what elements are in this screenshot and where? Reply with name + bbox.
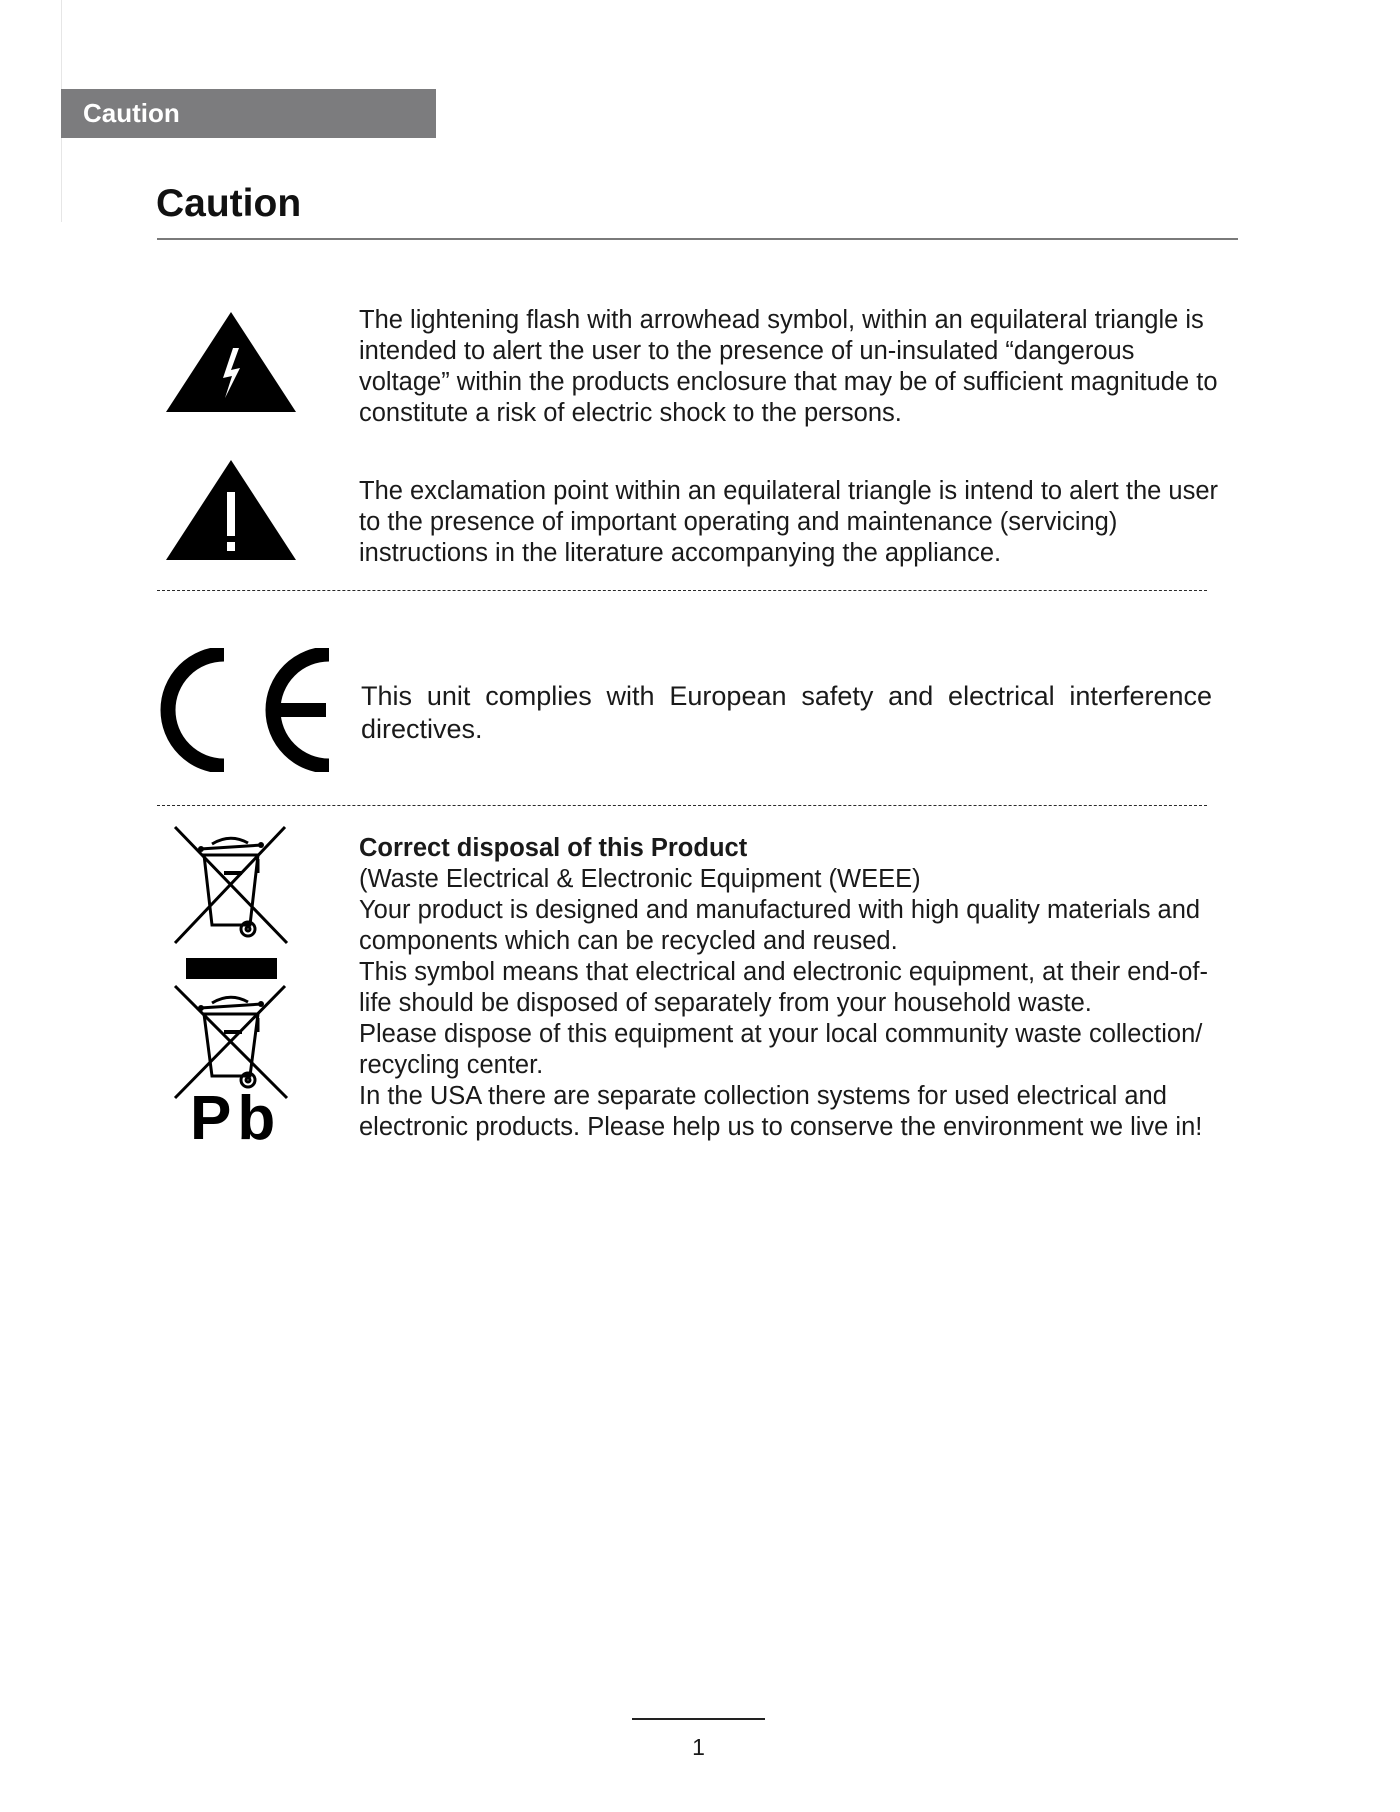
section-divider — [157, 805, 1207, 806]
page-number: 1 — [692, 1734, 705, 1760]
weee-separator-bar — [186, 958, 277, 979]
ce-mark-icon — [158, 648, 333, 772]
weee-paragraph: This symbol means that electrical and electronic equipment, at their end-of-life should be disposed of separately from your household waste. — [359, 958, 1208, 1017]
lead-pb-label: Pb — [190, 1084, 282, 1153]
weee-paragraph: Please dispose of this equipment at your local community waste collection/ recycling center. — [359, 1020, 1203, 1079]
ce-compliance-text: This unit complies with European safety and electrical interference directives. — [361, 681, 1212, 744]
page-title: Caution — [156, 182, 302, 225]
weee-subheading: (Waste Electrical & Electronic Equipment (WEEE) — [359, 865, 921, 893]
section-tab: Caution — [61, 89, 436, 138]
footer-rule — [632, 1718, 765, 1720]
title-divider — [157, 238, 1238, 240]
caution-exclamation-text: The exclamation point within an equilateral triangle is intend to alert the user to the presence of important operating and maintenance (servicing) instructions in the literature accompanying the appliance. — [359, 477, 1218, 567]
weee-heading: Correct disposal of this Product — [359, 834, 748, 862]
weee-paragraph: In the USA there are separate collection systems for used electrical and electronic products. Please help us to conserve the environment we live in! — [359, 1082, 1203, 1141]
electric-shock-warning-text: The lightening flash with arrowhead symbol, within an equilateral triangle is intended to alert the user to the presence of un-insulated “dangerous voltage” within the products enclosure that may be of sufficient magnitude to constitute a risk of electric shock to the persons. — [359, 306, 1218, 427]
section-divider — [157, 590, 1207, 591]
weee-paragraph: Your product is designed and manufactured with high quality materials and components which can be recycled and reused. — [359, 896, 1201, 955]
electric-shock-warning-icon — [164, 310, 298, 414]
crossed-out-wheelie-bin-icon — [172, 825, 290, 945]
caution-exclamation-icon — [164, 458, 298, 562]
weee-disposal-text — [359, 833, 1219, 1143]
